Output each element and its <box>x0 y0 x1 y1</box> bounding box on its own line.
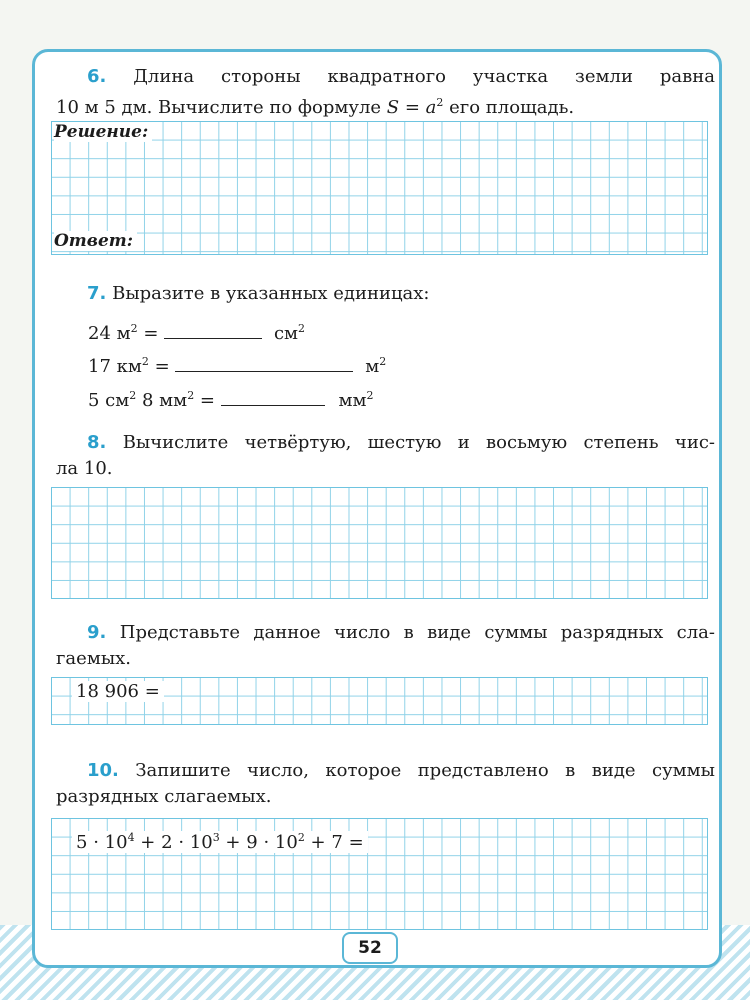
task7-row-2: 17 $км^2 = м^2$ <box>88 355 387 377</box>
task10-grid[interactable] <box>51 818 708 930</box>
task9-number: 9. <box>87 622 107 643</box>
task8-grid[interactable] <box>51 487 708 599</box>
task7-row-1: 24 $м^2 = см^2$ <box>88 322 306 344</box>
task6-line1: 6. Длина стороны квадратного участка земли равна <box>87 66 715 87</box>
task8-number: 8. <box>87 432 107 453</box>
answer-blank-1[interactable] <box>164 320 262 339</box>
task7-row-3: 5 $см^2$ 8 $мм^2 = мм^2$ <box>88 389 374 411</box>
task7-number: 7. <box>87 283 107 304</box>
task7-heading: 7. Выразите в указанных единицах: <box>87 283 430 304</box>
page-frame <box>32 49 722 968</box>
answer-blank-2[interactable] <box>175 353 353 372</box>
task10-expression: $5 \cdot 10^4 + 2 \cdot 10^3 + 9 \cdot 10^2 + 7$ = <box>72 831 368 853</box>
task10-line1: 10. Запишите число, которое представлено в виде суммы <box>87 760 715 781</box>
answer-blank-3[interactable] <box>221 387 325 406</box>
task9-line2: гаемых. <box>56 648 132 669</box>
task9-line1: 9. Представьте данное число в виде суммы разрядных сла- <box>87 622 715 643</box>
task9-grid[interactable] <box>51 677 708 725</box>
page-number: 52 <box>342 932 398 964</box>
answer-label: Ответ: <box>54 231 137 251</box>
task8-line2: ла 10. <box>56 458 113 479</box>
task10-number: 10. <box>87 760 119 781</box>
task10-line2: разрядных слагаемых. <box>56 786 272 807</box>
task9-expression: 18 906 = <box>72 681 164 702</box>
task6-solution-grid[interactable] <box>51 121 708 255</box>
task6-line2: 10 м 5 дм. Вычислите по формуле $S = a^2$ его площадь. <box>56 96 575 118</box>
solution-label: Решение: <box>54 122 152 142</box>
task8-line1: 8. Вычислите четвёртую, шестую и восьмую степень чис- <box>87 432 715 453</box>
task6-number: 6. <box>87 66 107 87</box>
